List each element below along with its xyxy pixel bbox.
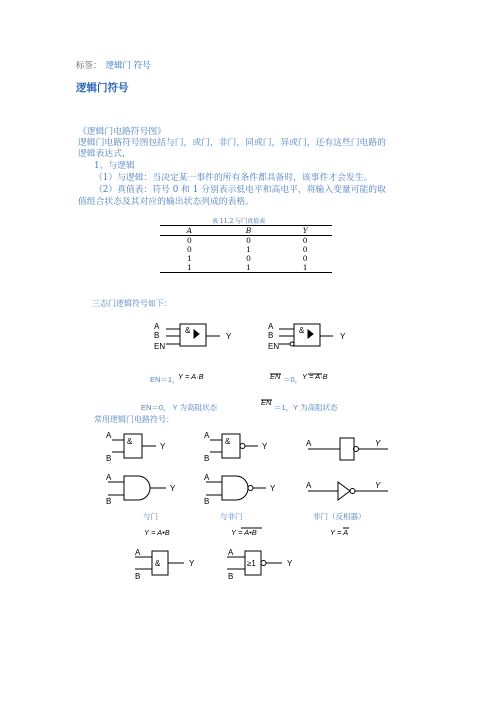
sub2b: 值组合状态及其对应的输出状态列成的表格。 bbox=[78, 197, 254, 207]
pin-label: Y bbox=[189, 559, 195, 568]
not-label: 非门（反相器） bbox=[313, 512, 366, 521]
table-cell: 1 bbox=[160, 263, 219, 273]
intro-line1: 逻辑门电路符号图包括与门，或门，非门，同或门，异或门，还有这些门电路的 bbox=[78, 138, 386, 148]
expr2: Y = A·B bbox=[302, 372, 328, 381]
table-cell: 0 bbox=[186, 245, 192, 254]
nand-expr: Y = A•B bbox=[231, 528, 257, 537]
pin-label: Y bbox=[375, 439, 381, 448]
pin-label: A bbox=[106, 473, 112, 482]
pin-label: B bbox=[106, 454, 112, 463]
pin-label: B bbox=[204, 454, 210, 463]
cond2-en: EN bbox=[270, 372, 281, 381]
item1: 1、与逻辑 bbox=[94, 161, 135, 171]
gate-symbol: & bbox=[127, 437, 133, 446]
and-expr: Y = A•B bbox=[144, 528, 170, 537]
intro-line2: 逻辑表达式， bbox=[78, 149, 131, 159]
table-cell: 0 bbox=[246, 236, 251, 245]
tristate-gate-2 bbox=[279, 324, 333, 346]
cond1: EN＝1， bbox=[150, 375, 180, 384]
table-cell: 1 bbox=[219, 263, 279, 273]
tags-values[interactable]: 逻辑门 符号 bbox=[105, 61, 151, 71]
table-header: B bbox=[219, 226, 279, 236]
sub1: （1）与逻辑：当决定某一事件的所有条件都具备时，该事件才会发生。 bbox=[94, 173, 373, 183]
table-cell: 0 bbox=[302, 236, 308, 245]
tristate-heading: 三态门逻辑符号如下： bbox=[92, 299, 172, 308]
pin-label: A bbox=[106, 431, 112, 440]
and-gate-rect bbox=[112, 434, 156, 458]
table-cell: 0 bbox=[186, 236, 192, 245]
table-cell: 1 bbox=[246, 245, 251, 254]
pin-label: A bbox=[154, 322, 160, 331]
pin-label: A bbox=[204, 431, 210, 440]
tristate-gate-1 bbox=[166, 324, 220, 346]
pin-label: Y bbox=[270, 484, 276, 493]
gate-symbol: & bbox=[155, 559, 161, 568]
gate-symbol: & bbox=[299, 326, 305, 335]
gate-symbol: & bbox=[185, 326, 191, 335]
pin-label: Y bbox=[287, 559, 293, 568]
gate-symbol: & bbox=[225, 437, 231, 446]
pin-label: A bbox=[306, 439, 312, 448]
pin-label: A bbox=[268, 322, 274, 331]
nand-gate-rect bbox=[210, 434, 258, 458]
and-gate-ansi bbox=[108, 476, 166, 500]
table-cell: 0 bbox=[302, 254, 308, 263]
pin-label: EN bbox=[268, 342, 280, 351]
intro-ref: 《逻辑门电路符号图》 bbox=[78, 127, 166, 137]
pin-label: B bbox=[154, 331, 160, 340]
not-expr: Y = A bbox=[330, 528, 349, 537]
sub2a: （2）真值表：符号 0 和 1 分别表示低电平和高电平，将输入变量可能的取 bbox=[94, 185, 386, 195]
nand-gate-ansi bbox=[206, 476, 266, 500]
pin-label: Y bbox=[226, 332, 232, 341]
pin-label: Y bbox=[262, 442, 268, 451]
pin-label: A bbox=[228, 548, 234, 557]
pin-label: EN bbox=[154, 342, 166, 351]
pin-label: B bbox=[106, 497, 112, 506]
pin-label: Y bbox=[170, 484, 176, 493]
pin-label: A bbox=[204, 473, 210, 482]
pin-label: B bbox=[228, 572, 234, 581]
table-cell: 1 bbox=[278, 263, 332, 273]
nand-label: 与非门 bbox=[220, 512, 243, 521]
table-header: Y bbox=[278, 226, 332, 236]
pin-label: B bbox=[268, 331, 274, 340]
common-heading: 常用逻辑门电路符号： bbox=[94, 415, 174, 424]
pin-label: A bbox=[135, 548, 141, 557]
table-caption: 表 11.2 与门真值表 bbox=[212, 218, 266, 225]
cond2: ＝0， bbox=[283, 375, 303, 384]
cond4: ＝1，Y 为高阻状态 bbox=[274, 403, 338, 412]
pin-label: Y bbox=[375, 481, 381, 490]
pin-label: Y bbox=[340, 332, 346, 341]
pin-label: Y bbox=[160, 442, 166, 451]
table-header: A bbox=[160, 226, 219, 236]
tags-label: 标签： bbox=[76, 61, 102, 71]
pin-label: B bbox=[135, 572, 141, 581]
pin-label: B bbox=[204, 497, 210, 506]
table-cell: 1 bbox=[186, 254, 192, 263]
pin-label: A bbox=[306, 481, 312, 490]
page-title: 逻辑门符号 bbox=[76, 82, 129, 94]
expr1: Y = A·B bbox=[178, 372, 204, 381]
table-cell: 0 bbox=[302, 245, 308, 254]
cond4-en: EN bbox=[261, 398, 272, 407]
gate-symbol: ≥1 bbox=[247, 559, 256, 568]
and-label: 与门 bbox=[143, 512, 158, 521]
cond3: EN＝0， Y 为高阻状态 bbox=[141, 403, 217, 412]
table-cell: 0 bbox=[246, 254, 251, 263]
